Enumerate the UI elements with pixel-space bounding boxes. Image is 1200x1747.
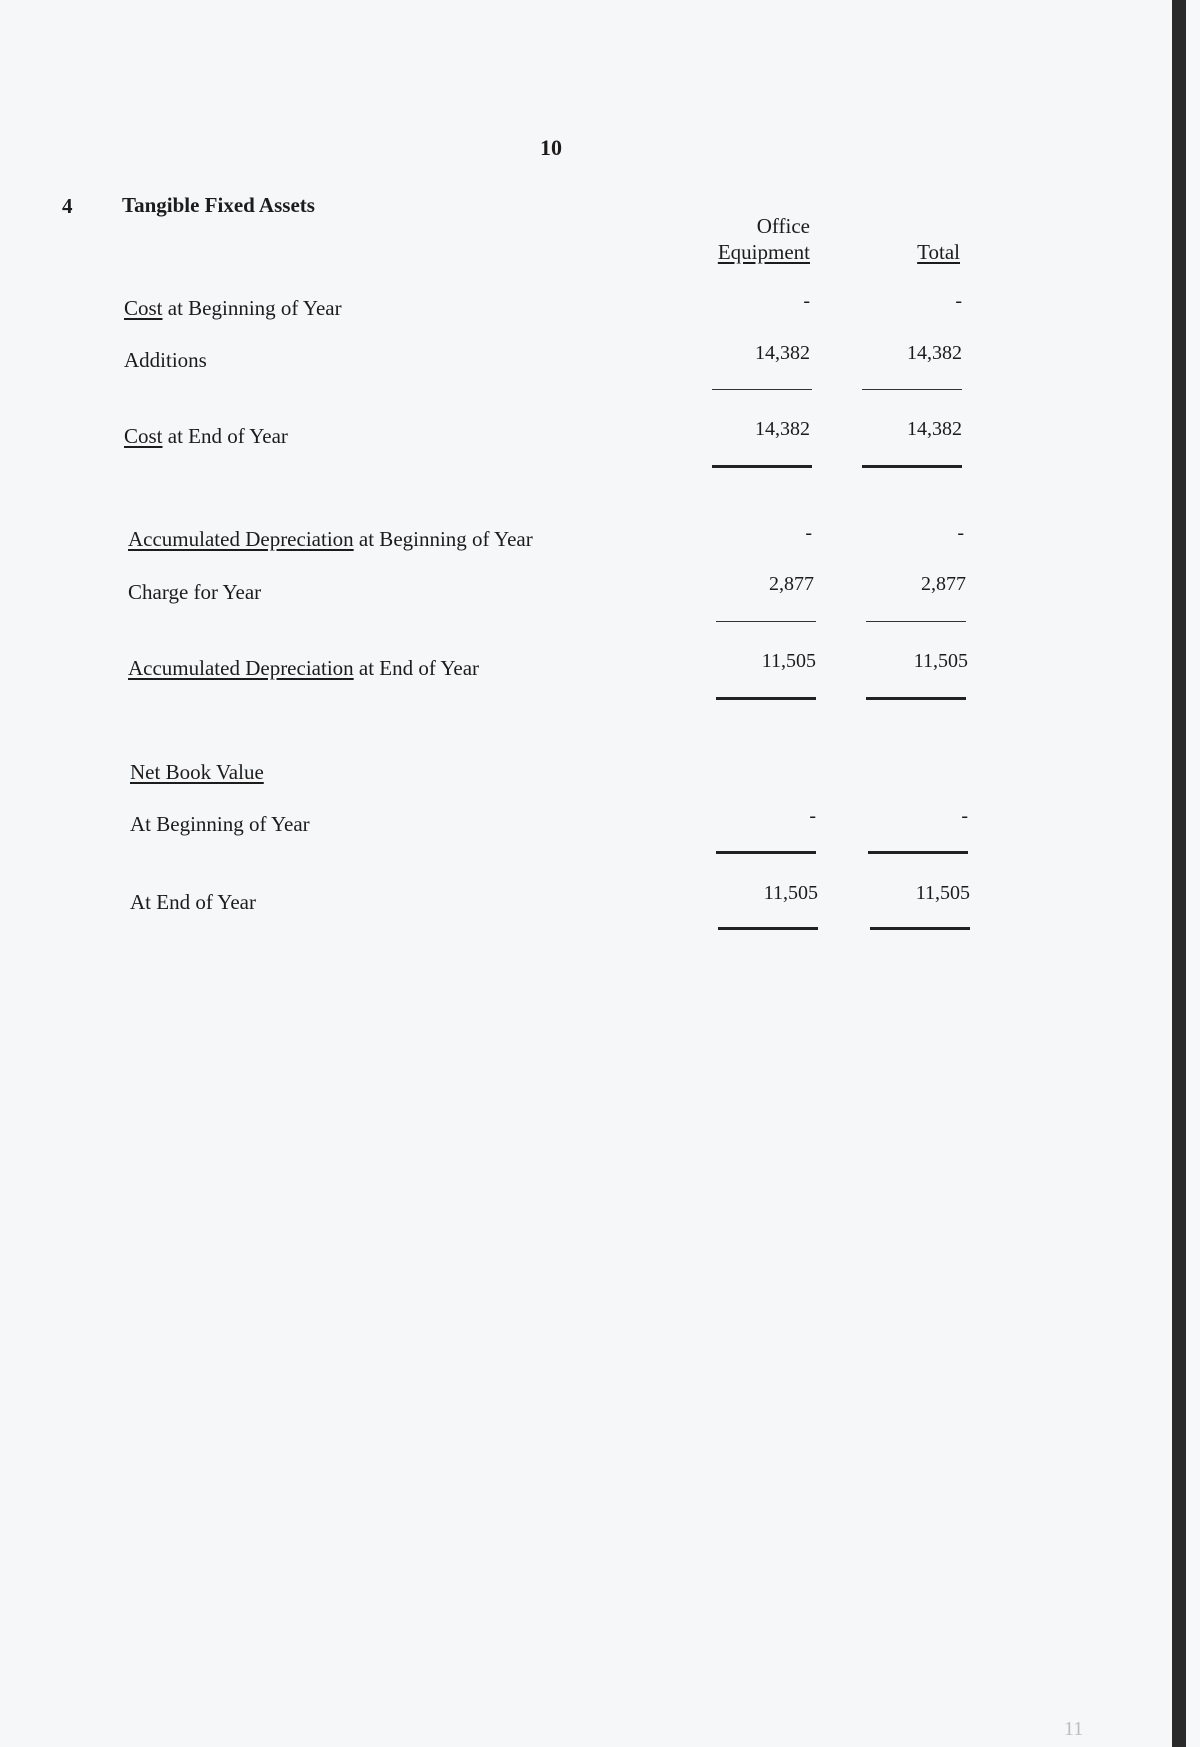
additions-total: 14,382 [907,342,962,364]
row-label-dep-end-rest: at End of Year [353,656,480,680]
row-label-dep-begin-rest: at Beginning of Year [353,527,533,551]
subtotal-rule-office-2 [716,621,816,622]
row-label-cost-begin-rest: at Beginning of Year [162,296,342,320]
additions-office: 14,382 [755,342,810,364]
row-label-nbv-begin: At Beginning of Year [130,812,310,836]
row-label-cost-end-rest: at End of Year [162,424,288,448]
charge-total: 2,877 [921,573,966,595]
dep-end-office: 11,505 [761,650,816,672]
total-rule-total-2 [866,697,966,700]
total-rule-total-4 [870,927,970,930]
column-heading-total-label: Total [917,240,960,264]
section-number: 4 [62,194,73,218]
cost-end-office: 14,382 [755,418,810,440]
total-rule-office-2 [716,697,816,700]
nbv-end-office: 11,505 [763,882,818,904]
row-label-dep-begin [128,527,533,552]
dep-begin-office: - [805,522,812,544]
dep-end-total: 11,505 [913,650,968,672]
subtotal-rule-total-2 [866,621,966,622]
column-heading-office-equipment [690,213,810,265]
column-heading-total [880,239,960,265]
charge-office: 2,877 [769,573,814,595]
total-rule-office [712,465,812,468]
cost-begin-office: - [803,290,810,312]
nbv-begin-total: - [961,805,968,827]
total-rule-office-3 [716,851,816,854]
dep-begin-total: - [957,522,964,544]
page-number: 10 [540,135,562,160]
total-rule-total-3 [868,851,968,854]
corner-mark: 11 [1064,1718,1084,1740]
nbv-heading-label: Net Book Value [130,760,264,784]
nbv-begin-office: - [809,805,816,827]
subtotal-rule-office [712,389,812,390]
row-label-dep-begin-underlined: Accumulated Depreciation [128,527,354,551]
nbv-heading [130,760,264,785]
row-label-dep-end [128,656,479,681]
subtotal-rule-total [862,389,962,390]
section-title: Tangible Fixed Assets [122,193,315,217]
total-rule-office-4 [718,927,818,930]
cost-end-total: 14,382 [907,418,962,440]
cost-begin-total: - [955,290,962,312]
row-label-charge: Charge for Year [128,580,262,604]
column-heading-office-line2: Equipment [717,240,810,264]
column-heading-office-line1: Office [756,214,810,238]
nbv-end-total: 11,505 [915,882,970,904]
page-edge [1172,0,1186,1747]
total-rule-total [862,465,962,468]
row-label-nbv-end: At End of Year [130,890,256,914]
row-label-cost-end-underlined: Cost [124,424,163,448]
row-label-cost-begin [124,296,342,321]
row-label-cost-end [124,424,288,449]
row-label-cost-begin-underlined: Cost [124,296,163,320]
row-label-dep-end-underlined: Accumulated Depreciation [128,656,354,680]
row-label-additions: Additions [124,348,207,372]
